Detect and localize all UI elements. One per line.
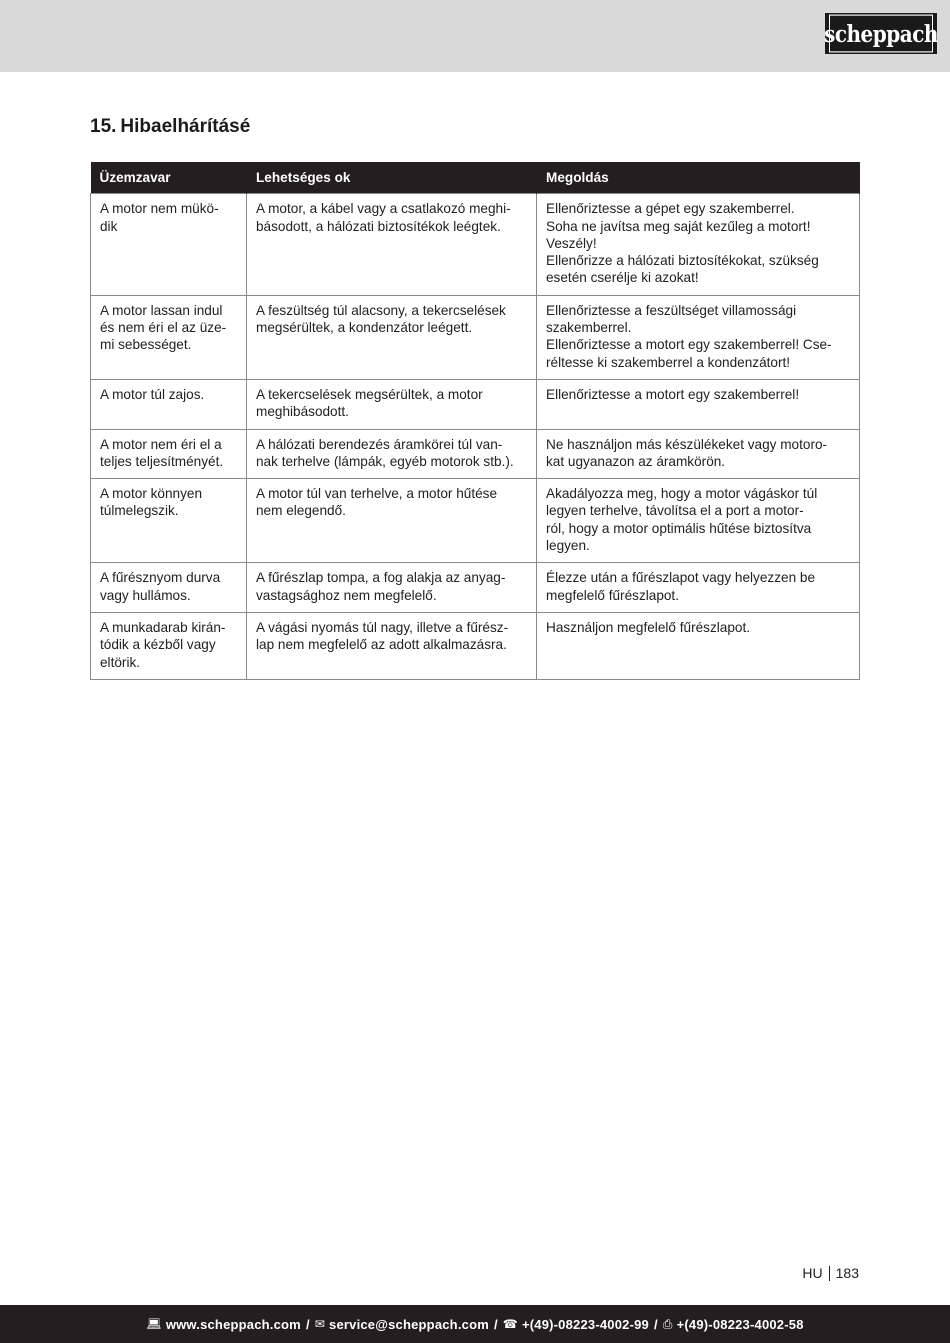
section-title-text: Hibaelhárításé [120, 116, 251, 137]
text-line: eltörik. [100, 654, 141, 670]
text-line: szakemberrel. [546, 320, 632, 336]
header-bar [0, 0, 950, 72]
solution-cell [537, 295, 860, 379]
cause-cell [247, 429, 537, 479]
table-row [91, 295, 860, 379]
text-line: Ne használjon más készülékeket vagy motoro- [546, 436, 828, 452]
cause-cell [247, 194, 537, 295]
text-line: A motor túl zajos. [100, 386, 205, 402]
fault-cell [91, 563, 247, 613]
column-header-solution: Megoldás [537, 162, 860, 194]
text-line: meghibásodott. [256, 404, 349, 420]
logo-text: scheppach [829, 15, 933, 53]
text-line: ról, hogy a motor optimális hűtése biztosítva [546, 520, 812, 536]
footer-contact-bar [0, 1305, 950, 1343]
table-header-row [91, 162, 860, 194]
text-line: A motor nem éri el a [100, 436, 222, 452]
text-line: legyen. [546, 538, 590, 554]
text-line: kat ugyanazon az áramkörön. [546, 453, 726, 469]
text-line: tódik a kézből vagy [100, 637, 216, 653]
solution-cell [537, 479, 860, 563]
text-line: básodott, a hálózati biztosítékok leégtek. [256, 218, 501, 234]
text-line: dik [100, 218, 118, 234]
cause-cell [247, 612, 537, 679]
text-line: vagy hullámos. [100, 587, 191, 603]
text-line: Ellenőriztesse a motort egy szakemberrel! [546, 386, 800, 402]
fault-cell [91, 429, 247, 479]
fax-number: +(49)-08223-4002-58 [676, 1316, 804, 1332]
text-line: Ellenőriztesse a gépet egy szakemberrel. [546, 201, 795, 217]
text-line: A vágási nyomás túl nagy, illetve a fűrész- [256, 619, 509, 635]
phone-icon: ☎ [502, 1317, 518, 1331]
table-row [91, 612, 860, 679]
text-line: megsérültek, a kondenzátor leégett. [256, 320, 473, 336]
section-number: 15. [90, 116, 117, 137]
envelope-icon: ✉ [314, 1317, 326, 1331]
text-line: Akadályozza meg, hogy a motor vágáskor túl [546, 486, 818, 502]
text-line: A hálózati berendezés áramkörei túl van- [256, 436, 503, 452]
page-number-value: 183 [835, 1265, 859, 1281]
solution-cell [537, 563, 860, 613]
text-line: vastagsághoz nem megfelelő. [256, 587, 437, 603]
text-line: A tekercselések megsérültek, a motor [256, 386, 483, 402]
text-line: Használjon megfelelő fűrészlapot. [546, 619, 751, 635]
website-link[interactable]: www.scheppach.com [165, 1316, 301, 1332]
text-line: mi sebességet. [100, 337, 192, 353]
text-line: lap nem megfelelő az adott alkalmazásra. [256, 637, 507, 653]
text-line: réltesse ki szakemberrel a kondenzátort! [546, 354, 791, 370]
text-line: megfelelő fűrészlapot. [546, 587, 679, 603]
section-title [90, 116, 250, 138]
text-line: legyen terhelve, távolítsa el a port a motor- [546, 503, 804, 519]
text-line: nem elegendő. [256, 503, 346, 519]
fault-cell [91, 479, 247, 563]
scheppach-logo [825, 13, 937, 54]
text-line: teljes teljesítményét. [100, 453, 224, 469]
page-number [802, 1265, 859, 1281]
troubleshooting-table [90, 162, 860, 680]
cause-cell [247, 563, 537, 613]
text-line: és nem éri el az üze- [100, 320, 227, 336]
divider [829, 1266, 830, 1281]
solution-cell [537, 612, 860, 679]
table-row [91, 194, 860, 295]
table-row [91, 479, 860, 563]
phone-number: +(49)-08223-4002-99 [521, 1316, 649, 1332]
text-line: A motor nem mükö- [100, 201, 219, 217]
solution-cell [537, 429, 860, 479]
separator: / [305, 1316, 310, 1332]
text-line: Ellenőrizze a hálózati biztosítékokat, szükség [546, 253, 819, 269]
table-row [91, 563, 860, 613]
text-line: A feszültség túl alacsony, a tekercselések [256, 302, 506, 318]
language-code: HU [802, 1265, 823, 1281]
text-line: A fűrészlap tompa, a fog alakja az anyag- [256, 570, 506, 586]
cause-cell [247, 479, 537, 563]
text-line: A munkadarab kirán- [100, 619, 226, 635]
fax-icon: ⎙ [662, 1316, 673, 1331]
column-header-cause: Lehetséges ok [247, 162, 537, 194]
text-line: A motor, a kábel vagy a csatlakozó meghi- [256, 201, 511, 217]
column-header-fault: Üzemzavar [91, 162, 247, 194]
table-row [91, 429, 860, 479]
fault-cell [91, 194, 247, 295]
text-line: Veszély! [546, 235, 597, 251]
solution-cell [537, 194, 860, 295]
text-line: Soha ne javítsa meg saját kezűleg a motort! [546, 218, 811, 234]
email-link[interactable]: service@scheppach.com [329, 1316, 489, 1332]
separator: / [653, 1316, 658, 1332]
text-line: Ellenőriztesse a feszültséget villamossági [546, 302, 797, 318]
text-line: Élezze után a fűrészlapot vagy helyezzen be [546, 570, 816, 586]
text-line: A motor könnyen [100, 486, 203, 502]
text-line: A fűrésznyom durva [100, 570, 221, 586]
text-line: A motor lassan indul [100, 302, 223, 318]
text-line: Ellenőriztesse a motort egy szakemberrel! Cse- [546, 337, 832, 353]
solution-cell [537, 379, 860, 429]
table-row [91, 379, 860, 429]
laptop-icon: 💻︎ [146, 1317, 162, 1331]
text-line: A motor túl van terhelve, a motor hűtése [256, 486, 498, 502]
text-line: túlmelegszik. [100, 503, 179, 519]
cause-cell [247, 295, 537, 379]
text-line: nak terhelve (lámpák, egyéb motorok stb.). [256, 453, 514, 469]
cause-cell [247, 379, 537, 429]
text-line: esetén cserélje ki azokat! [546, 270, 699, 286]
fault-cell [91, 295, 247, 379]
separator: / [493, 1316, 498, 1332]
fault-cell [91, 612, 247, 679]
fault-cell [91, 379, 247, 429]
